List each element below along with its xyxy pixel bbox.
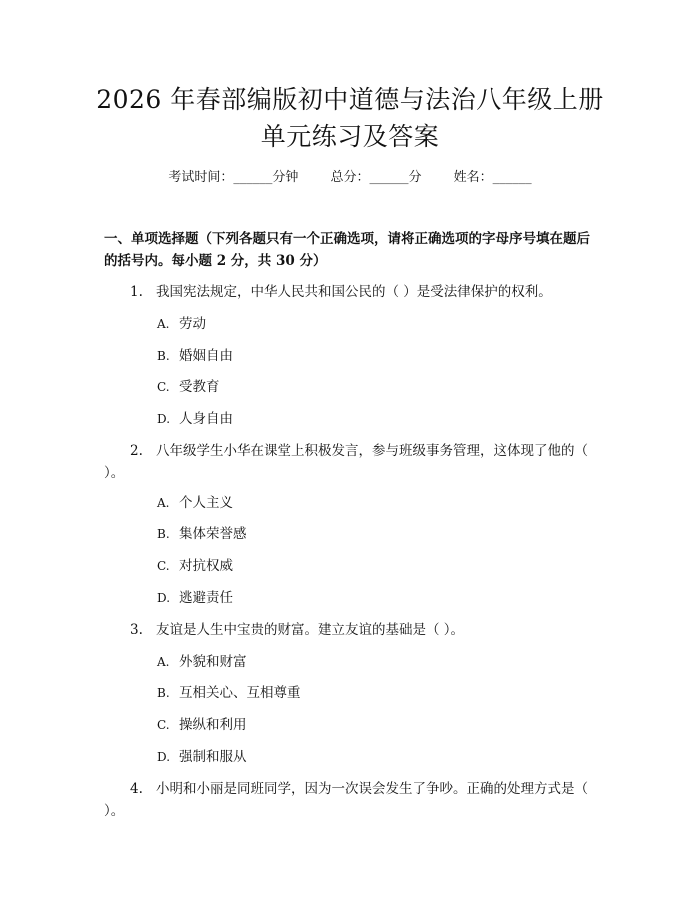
option-text: 逃避责任 [179, 590, 233, 606]
document-title-line1: 2026 年春部编版初中道德与法治八年级上册 [96, 85, 604, 114]
option-1b [157, 345, 233, 367]
option-text: 个人主义 [179, 495, 233, 511]
question-3 [104, 619, 598, 641]
option-3a [157, 651, 247, 673]
question-2 [104, 440, 598, 484]
option-letter: C. [157, 559, 170, 573]
question-number: 2. [130, 443, 143, 459]
option-text: 人身自由 [179, 411, 233, 427]
question-number: 3. [130, 622, 143, 638]
option-letter: B. [157, 349, 170, 363]
option-1d [157, 408, 233, 430]
option-2a [157, 492, 233, 514]
question-number: 4. [130, 781, 143, 797]
option-text: 受教育 [179, 379, 220, 395]
option-letter: C. [157, 380, 170, 394]
option-2b [157, 523, 247, 545]
question-4 [104, 778, 598, 822]
question-text: 八年级学生小华在课堂上积极发言，参与班级事务管理，这体现了他的（ ）。 [104, 443, 588, 481]
option-2d [157, 587, 233, 609]
question-number: 1. [130, 284, 143, 300]
option-letter: A. [157, 655, 170, 669]
question-text: 小明和小丽是同班同学，因为一次误会发生了争吵。正确的处理方式是（ ）。 [104, 781, 588, 819]
option-1a [157, 313, 206, 335]
question-text: 我国宪法规定，中华人民共和国公民的（ ）是受法律保护的权利。 [156, 284, 552, 300]
option-text: 劳动 [179, 316, 206, 332]
option-text: 对抗权威 [179, 558, 233, 574]
question-1 [104, 281, 598, 303]
option-letter: D. [157, 750, 171, 764]
option-letter: B. [157, 527, 170, 541]
question-text: 友谊是人生中宝贵的财富。建立友谊的基础是（ ）。 [156, 622, 465, 638]
option-text: 互相关心、互相尊重 [179, 685, 301, 701]
student-name-field: 姓名：______ [453, 170, 532, 185]
option-3b [157, 682, 301, 704]
option-letter: A. [157, 496, 170, 510]
option-2c [157, 555, 233, 577]
total-score-field: 总分：______分 [330, 170, 422, 185]
option-text: 外貌和财富 [179, 654, 247, 670]
option-letter: A. [157, 317, 170, 331]
option-3c [157, 714, 247, 736]
exam-time-field: 考试时间：______分钟 [168, 170, 299, 185]
option-letter: D. [157, 412, 171, 426]
option-text: 强制和服从 [179, 749, 247, 765]
section-heading: 一、单项选择题（下列各题只有一个正确选项，请将正确选项的字母序号填在题后的括号内。每小题 2 分，共 30 分） [104, 231, 590, 269]
option-text: 操纵和利用 [179, 717, 247, 733]
exam-info-line [0, 168, 700, 188]
option-letter: D. [157, 591, 171, 605]
option-text: 集体荣誉感 [179, 526, 247, 542]
document-title-line2: 单元练习及答案 [260, 122, 440, 151]
option-letter: C. [157, 718, 170, 732]
option-1c [157, 376, 220, 398]
option-3d [157, 746, 247, 768]
option-letter: B. [157, 686, 170, 700]
option-text: 婚姻自由 [179, 348, 233, 364]
